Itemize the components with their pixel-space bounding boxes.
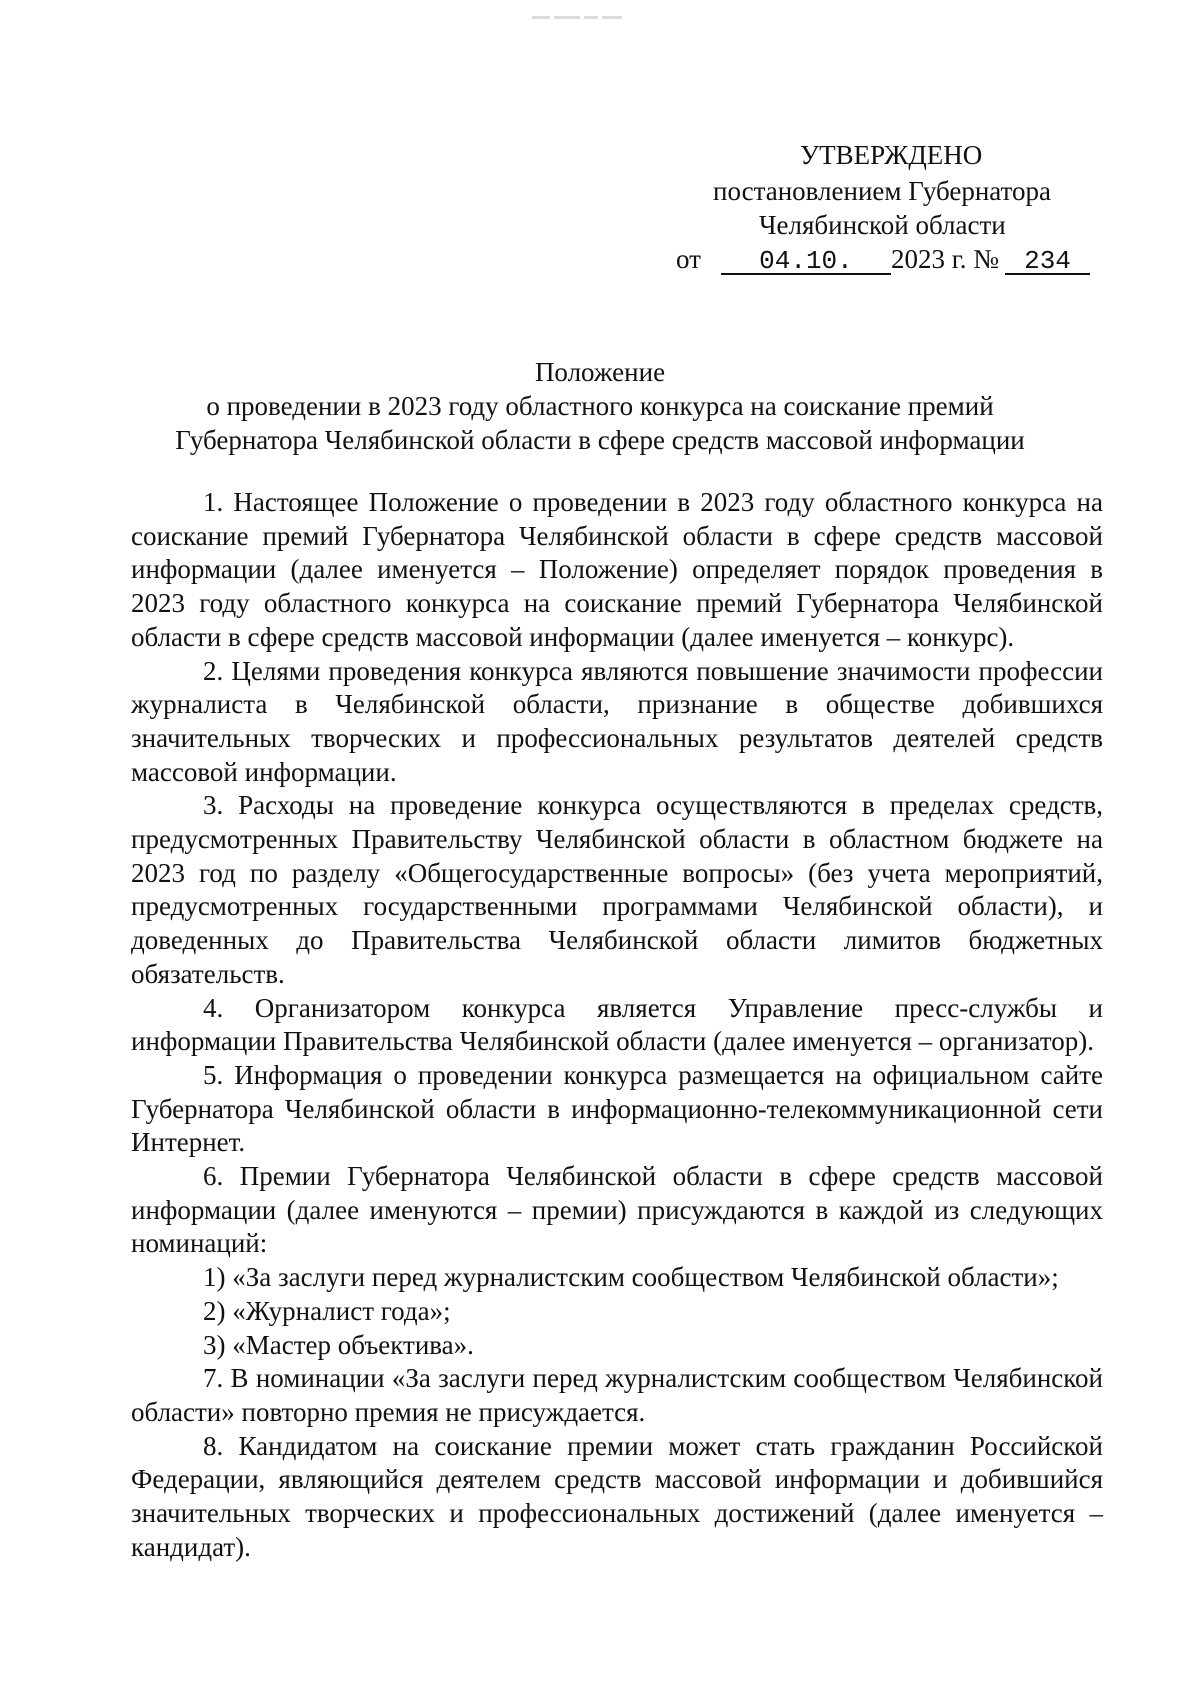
paragraph-6: 6. Премии Губернатора Челябинской области в сфере средств массовой информации (далее именуются – премии) присуждаются в каждой из следующих номинаций:	[131, 1161, 1103, 1259]
approval-title: УТВЕРЖДЕНО	[800, 140, 983, 170]
year-number-label: 2023 г. №	[890, 244, 999, 274]
paragraph-3: 3. Расходы на проведение конкурса осуществляются в пределах средств, предусмотренных Правительству Челябинской области в областном бюджете на 2023 год по разделу «Общегосударственные вопросы» (без учета мероприятий, предусмотренных государственными программами Челябинской области), и доведенных до Правительства Челябинской области лимитов бюджетных обязательств.	[131, 790, 1103, 989]
date-value: 04.10.	[759, 246, 853, 276]
number-field	[1005, 245, 1090, 275]
paragraph-8: 8. Кандидатом на соискание премии может стать гражданин Российской Федерации, являющийся деятелем средств массовой информации и добившийся значительных творческих и профессиональных достижений (далее именуется – кандидат).	[131, 1430, 1103, 1562]
document-heading	[0, 355, 1200, 457]
nomination-item-1: 1) «За заслуги перед журналистским сообществом Челябинской области»;	[203, 1262, 1059, 1293]
paragraph-7: 7. В номинации «За заслуги перед журналистским сообществом Челябинской области» повторно премия не присуждается.	[131, 1363, 1103, 1427]
document-body	[131, 486, 1103, 1565]
number-value: 234	[1024, 246, 1071, 276]
from-prefix: от	[676, 244, 701, 274]
document-subtitle-line-2: Губернатора Челябинской области в сфере средств массовой информации	[175, 425, 1025, 455]
paragraph-4: 4. Организатором конкурса является Управление пресс-службы и информации Правительства Челябинской области (далее именуется – организатор).	[131, 992, 1103, 1057]
approval-date-line	[676, 242, 1090, 276]
paragraph-1: 1. Настоящее Положение о проведении в 2023 году областного конкурса на соискание премий Губернатора Челябинской области в сфере средств массовой информации (далее именуется – Положение) определяет порядок проведения в 2023 году областного конкурса на соискание премий Губернатора Челябинской области в сфере средств массовой информации (далее именуется – конкурс).	[131, 487, 1103, 652]
faint-scan-mark	[532, 8, 628, 18]
paragraph-5: 5. Информация о проведении конкурса размещается на официальном сайте Губернатора Челябинской области в информационно-телекоммуникационной сети Интернет.	[131, 1059, 1103, 1158]
nomination-item-3: 3) «Мастер объектива».	[203, 1329, 474, 1360]
approval-line-2: Челябинской области	[759, 210, 1006, 240]
document-subtitle-line-1: о проведении в 2023 году областного конкурса на соискание премий	[206, 391, 994, 421]
approval-line-1: постановлением Губернатора	[713, 176, 1051, 206]
nomination-item-2: 2) «Журналист года»;	[203, 1295, 451, 1326]
paragraph-2: 2. Целями проведения конкурса являются повышение значимости профессии журналиста в Челябинской области, признание в обществе добившихся значительных творческих и профессиональных результатов деятелей средств массовой информации.	[131, 655, 1103, 787]
document-title: Положение	[534, 357, 666, 387]
date-field	[721, 245, 891, 275]
